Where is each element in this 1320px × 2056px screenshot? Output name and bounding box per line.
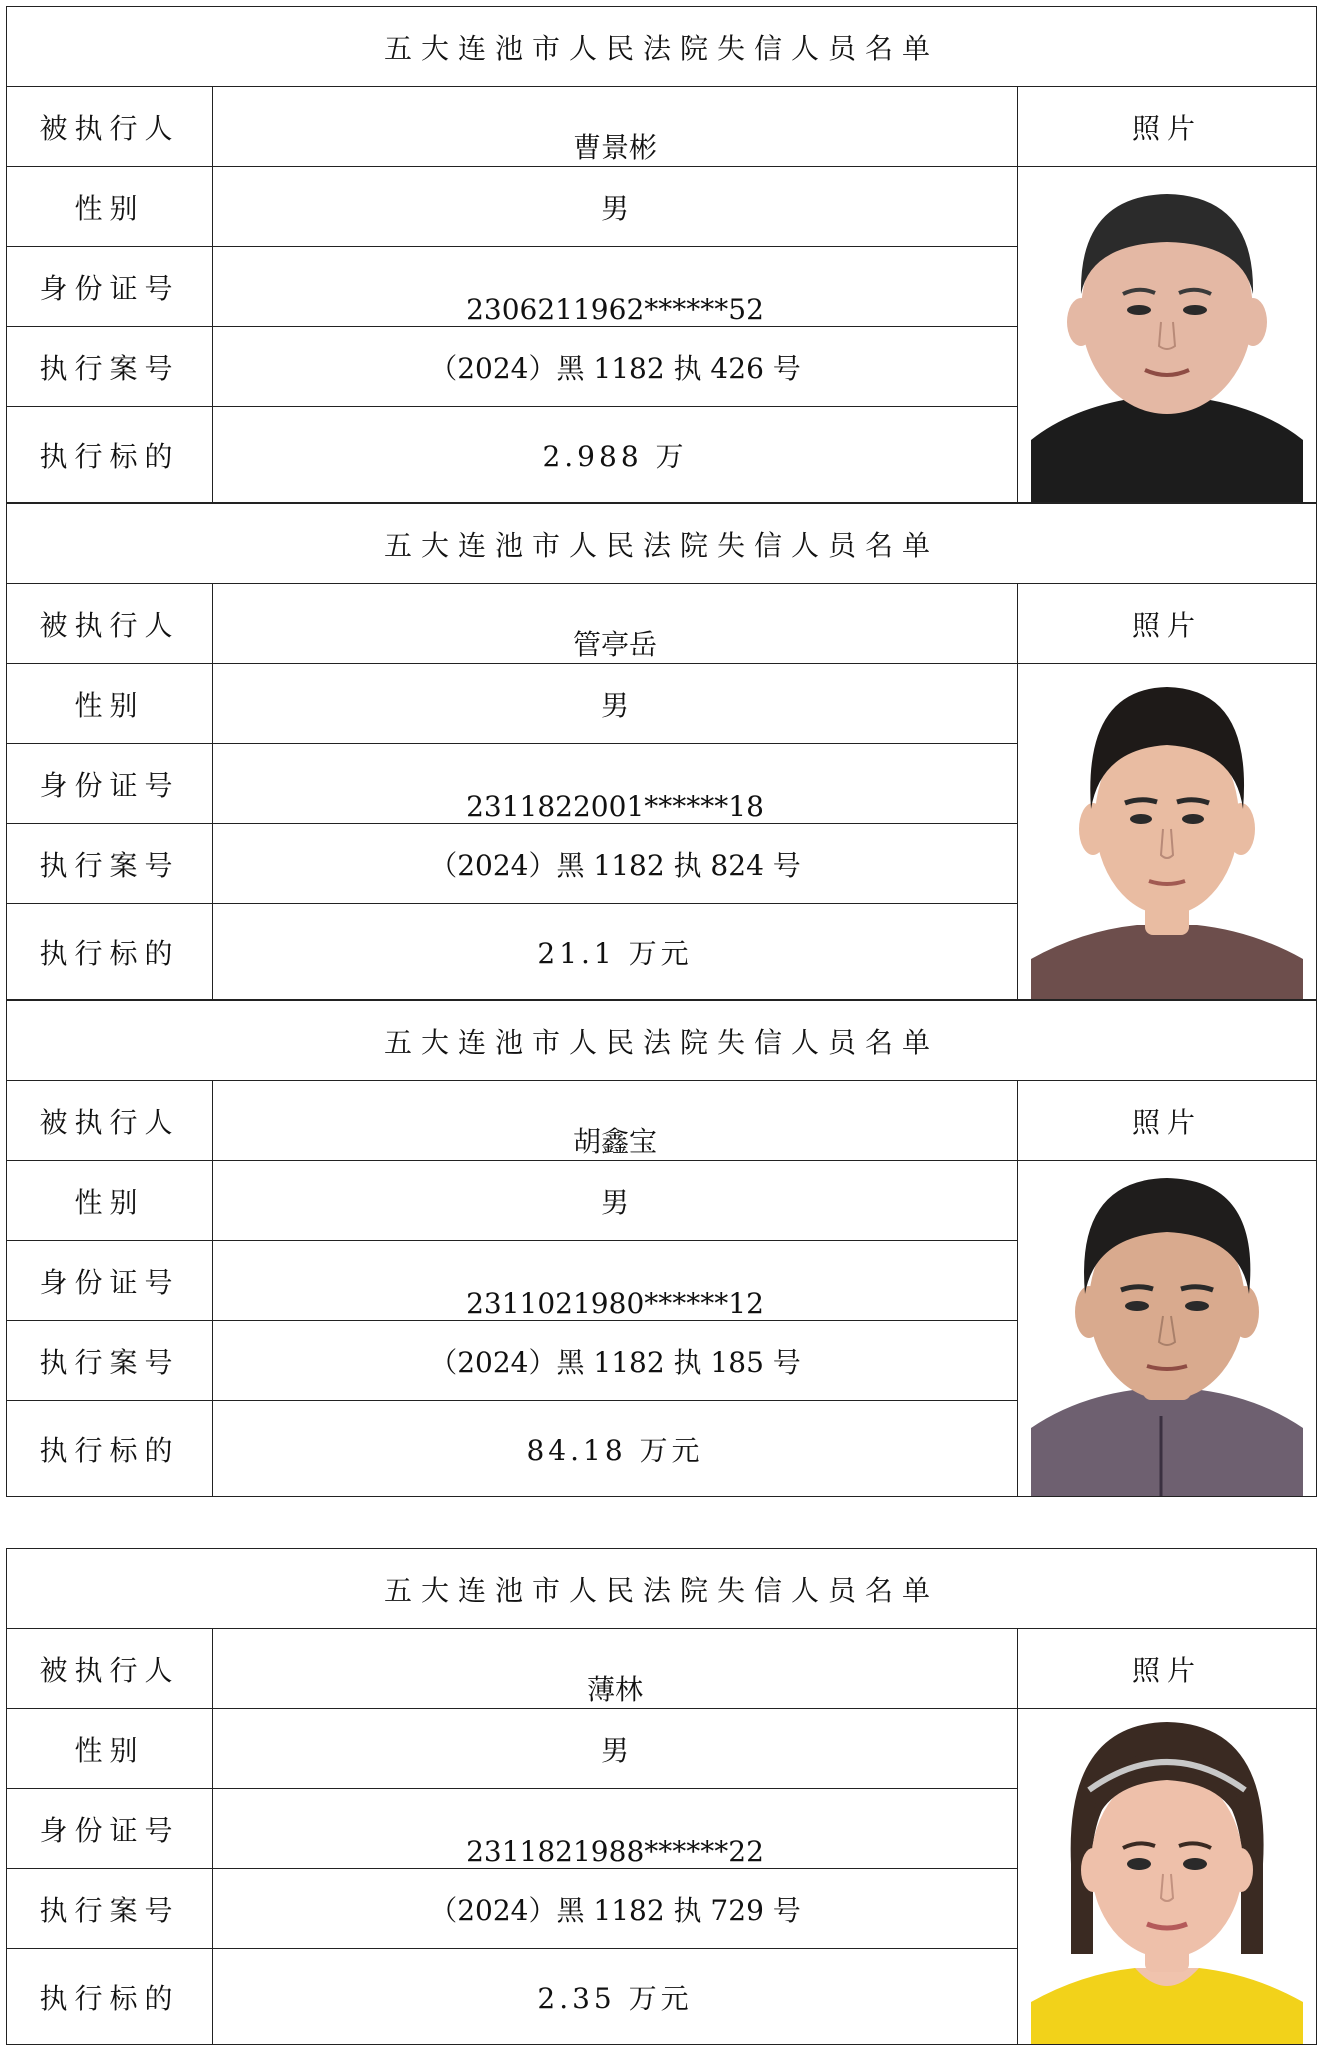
id-label: 身份证号 <box>7 1789 213 1869</box>
amount-value: 84.18 万元 <box>213 1401 1018 1497</box>
gender-label: 性别 <box>7 167 213 247</box>
gender-row <box>7 1709 1317 1789</box>
roster-table-2 <box>6 503 1317 1000</box>
case-value: （2024）黑 1182 执 185 号 <box>213 1321 1018 1401</box>
roster-title-row <box>7 7 1317 87</box>
name-value: 管亭岳 <box>213 584 1018 664</box>
gender-row <box>7 664 1317 744</box>
gender-value: 男 <box>213 1709 1018 1789</box>
photo-label: 照片 <box>1018 87 1317 167</box>
case-value: （2024）黑 1182 执 729 号 <box>213 1869 1018 1949</box>
name-label: 被执行人 <box>7 1081 213 1161</box>
case-value: （2024）黑 1182 执 824 号 <box>213 824 1018 904</box>
photo-label: 照片 <box>1018 584 1317 664</box>
photo-cell <box>1018 664 1317 1000</box>
name-label: 被执行人 <box>7 584 213 664</box>
roster-table-1 <box>6 6 1317 503</box>
person-photo <box>1031 172 1303 502</box>
name-value: 薄林 <box>213 1629 1018 1709</box>
id-label: 身份证号 <box>7 744 213 824</box>
roster-title: 五大连池市人民法院失信人员名单 <box>7 7 1317 87</box>
id-label: 身份证号 <box>7 247 213 327</box>
name-value: 曹景彬 <box>213 87 1018 167</box>
name-label: 被执行人 <box>7 87 213 167</box>
id-value: 2311822001******18 <box>213 744 1018 824</box>
id-value: 2311821988******22 <box>213 1789 1018 1869</box>
amount-value: 2.35 万元 <box>213 1949 1018 2045</box>
photo-cell <box>1018 167 1317 503</box>
gender-value: 男 <box>213 167 1018 247</box>
person-photo <box>1031 669 1303 999</box>
photo-cell <box>1018 1161 1317 1497</box>
roster-title-row <box>7 504 1317 584</box>
roster-title: 五大连池市人民法院失信人员名单 <box>7 504 1317 584</box>
name-row <box>7 87 1317 167</box>
roster-title: 五大连池市人民法院失信人员名单 <box>7 1001 1317 1081</box>
case-label: 执行案号 <box>7 1869 213 1949</box>
gender-value: 男 <box>213 664 1018 744</box>
roster-title-row <box>7 1549 1317 1629</box>
amount-label: 执行标的 <box>7 1401 213 1497</box>
gender-label: 性别 <box>7 1709 213 1789</box>
amount-label: 执行标的 <box>7 904 213 1000</box>
roster-table-4 <box>6 1548 1317 2045</box>
amount-label: 执行标的 <box>7 407 213 503</box>
name-row <box>7 1629 1317 1709</box>
name-row <box>7 1081 1317 1161</box>
person-photo <box>1031 1166 1303 1496</box>
amount-value: 2.988 万 <box>213 407 1018 503</box>
amount-value: 21.1 万元 <box>213 904 1018 1000</box>
id-value: 2306211962******52 <box>213 247 1018 327</box>
name-row <box>7 584 1317 664</box>
roster-table-3 <box>6 1000 1317 1497</box>
roster-title-row <box>7 1001 1317 1081</box>
gender-row <box>7 167 1317 247</box>
gender-label: 性别 <box>7 664 213 744</box>
gender-value: 男 <box>213 1161 1018 1241</box>
person-photo <box>1031 1714 1303 2044</box>
case-value: （2024）黑 1182 执 426 号 <box>213 327 1018 407</box>
photo-cell <box>1018 1709 1317 2045</box>
name-label: 被执行人 <box>7 1629 213 1709</box>
case-label: 执行案号 <box>7 824 213 904</box>
gender-row <box>7 1161 1317 1241</box>
id-label: 身份证号 <box>7 1241 213 1321</box>
case-label: 执行案号 <box>7 327 213 407</box>
case-label: 执行案号 <box>7 1321 213 1401</box>
photo-label: 照片 <box>1018 1081 1317 1161</box>
name-value: 胡鑫宝 <box>213 1081 1018 1161</box>
amount-label: 执行标的 <box>7 1949 213 2045</box>
photo-label: 照片 <box>1018 1629 1317 1709</box>
roster-title: 五大连池市人民法院失信人员名单 <box>7 1549 1317 1629</box>
gender-label: 性别 <box>7 1161 213 1241</box>
id-value: 2311021980******12 <box>213 1241 1018 1321</box>
